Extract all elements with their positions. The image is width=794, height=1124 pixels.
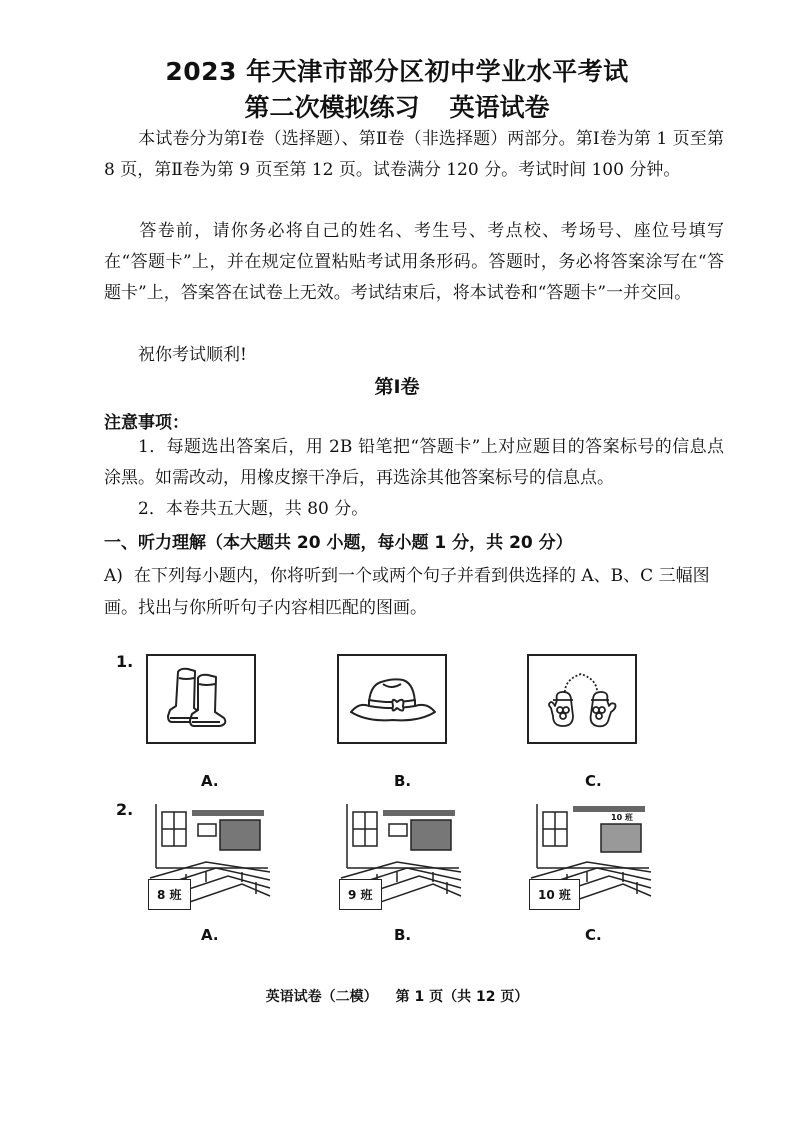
option-label-1a: A. xyxy=(201,772,219,790)
question-number-1: 1. xyxy=(116,652,134,671)
boots-icon xyxy=(148,656,254,742)
subsection-label: A) xyxy=(104,566,123,586)
option-label-2b: B. xyxy=(394,926,412,944)
option-image-1a xyxy=(146,654,256,744)
subsection-instructions: 在下列每小题内，你将听到一个或两个句子并看到供选择的 A、B、C 三幅图画。找出与你所听句子内容相匹配的图画。 xyxy=(104,566,710,618)
intro-paragraph-2: 答卷前，请你务必将自己的姓名、考生号、考点校、考场号、座位号填写在“答题卡”上，并在规定位置粘贴考试用条形码。答题时，务必将答案涂写在“答题卡”上，答案答在试卷上无效。考试结束后，将本试卷和“答题卡”一并交回。 xyxy=(104,221,724,303)
section-title: 第Ⅰ卷 xyxy=(374,376,420,398)
hat-icon xyxy=(339,656,445,742)
option-label-1c: C. xyxy=(585,772,602,790)
exam-subtitle xyxy=(0,88,794,124)
option-label-2c: C. xyxy=(585,926,602,944)
class-label-2c: 10 班 xyxy=(529,879,580,910)
part1-heading: 一、听力理解（本大题共 20 小题，每小题 1 分，共 20 分） xyxy=(104,533,573,553)
option-image-2c xyxy=(527,802,655,912)
mittens-icon xyxy=(529,656,635,742)
class-label-2b: 9 班 xyxy=(339,879,382,910)
exam-subtitle-practice: 第二次模拟练习 xyxy=(244,93,420,122)
option-image-2b xyxy=(337,802,465,912)
exam-subtitle-subject: 英语试卷 xyxy=(449,93,550,122)
option-label-2a: A. xyxy=(201,926,219,944)
page-footer xyxy=(0,986,794,1006)
notes-heading: 注意事项： xyxy=(104,413,189,433)
intro-paragraph-1: 本试卷分为第Ⅰ卷（选择题）、第Ⅱ卷（非选择题）两部分。第Ⅰ卷为第 1 页至第 8 页，第Ⅱ卷为第 9 页至第 12 页。试卷满分 120 分。考试时间 100 分钟。 xyxy=(104,129,724,180)
option-image-1b xyxy=(337,654,447,744)
question-number-2: 2. xyxy=(116,800,134,819)
class-sign-2c: 10 班 xyxy=(611,813,633,822)
intro-paragraph-3: 祝你考试顺利! xyxy=(138,345,247,365)
option-image-1c xyxy=(527,654,637,744)
option-image-2a xyxy=(146,802,274,912)
footer-subject: 英语试卷（二模） xyxy=(265,989,378,1005)
option-label-1b: B. xyxy=(394,772,412,790)
note-1: 1．每题选出答案后，用 2B 铅笔把“答题卡”上对应题目的答案标号的信息点涂黑。如需改动，用橡皮擦干净后，再选涂其他答案标号的信息点。 xyxy=(104,437,724,488)
note-2: 2．本卷共五大题，共 80 分。 xyxy=(138,499,369,519)
exam-title: 2023 年天津市部分区初中学业水平考试 xyxy=(165,57,629,86)
class-label-2a: 8 班 xyxy=(148,879,191,910)
part1-subsection-a xyxy=(104,560,724,624)
footer-page-number: 第 1 页（共 12 页） xyxy=(395,989,529,1005)
